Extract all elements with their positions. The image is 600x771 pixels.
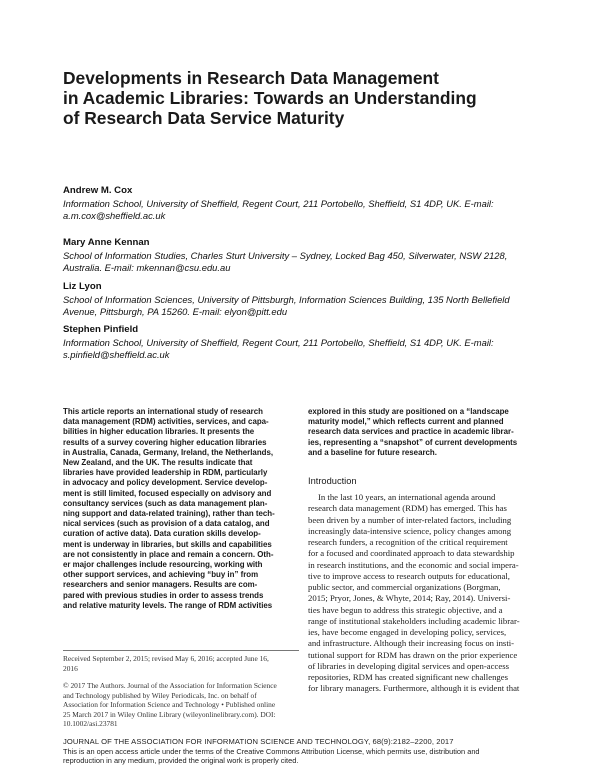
body-line: research funders, a recognition of the critical requirement [308,537,508,547]
abstract-line: other support services, and achieving “buy in” from [63,570,259,580]
author-name: Liz Lyon [63,281,102,292]
abstract-line: results of a survey covering higher education libraries [63,437,267,447]
note-line: 2016 [63,663,78,673]
affiliation-line: School of Information Studies, Charles Sturt University – Sydney, Locked Bag 450, Silverwater, NSW 2128, [63,250,508,261]
abstract-line: er major challenges include resourcing, working with [63,560,263,570]
author-name: Mary Anne Kennan [63,237,150,248]
abstract-line: ning support and data-related training), rather than tech- [63,509,275,519]
article-title [63,68,543,128]
license-line: reproduction in any medium, provided the original work is properly cited. [63,756,299,765]
affiliation-line: Information School, University of Sheffield, Regent Court, 211 Portobello, Sheffield, S1 4DP, UK. E-mail: [63,198,494,209]
author-affiliation [63,337,543,361]
abstract-continuation [308,407,544,458]
abstract-line: nical services (such as provision of a data catalog, and [63,519,270,529]
abstract-line: consultancy services (such as data management plan- [63,498,268,508]
author-affiliation [63,250,543,274]
body-line: tive to improve access to research outputs for educational, [308,570,510,581]
abstract-line: research data services and practice in academic librar- [308,427,514,437]
received-dates-note [63,654,299,673]
abstract-line: ies, representing a “snapshot” of current developments [308,437,518,447]
footnote-divider [63,650,299,651]
body-line: In the last 10 years, an international agenda around [318,492,496,502]
note-line: © 2017 The Authors. Journal of the Association for Information Science [63,681,277,690]
author-block-pinfield [63,324,543,361]
body-line: ies, have become engaged in developing policy, services, [308,627,507,637]
body-line: for library managers. Furthermore, although it is evident that [308,683,520,694]
note-line: 25 March 2017 in Wiley Online Library (wileyonlinelibrary.com). DOI: [63,709,276,719]
body-line: ties have begun to address this strategic objective, and a [308,604,503,615]
body-line: range of institutional stakeholders including academic librar- [308,615,520,626]
affiliation-line: Australia. E-mail: mkennan@csu.edu.au [63,262,231,273]
author-block-kennan [63,237,543,274]
title-line: of Research Data Service Maturity [63,108,345,128]
introduction-body [308,492,546,695]
affiliation-line: Avenue, Pittsburgh, PA 15260. E-mail: elyon@pitt.edu [63,306,288,317]
body-line: of libraries in developing digital services and open-access [308,660,509,671]
note-line: Received September 2, 2015; revised May 6, 2016; accepted June 16, [63,654,269,663]
abstract-line: explored in this study are positioned on a “landscape [308,407,509,416]
abstract-line: This article reports an international study of research [63,407,263,416]
abstract-line: are not consistently in place and remain a concern. Oth- [63,549,274,559]
abstract-line: ment is still limited, focused especially on advisory and [63,488,272,498]
author-block-lyon [63,281,543,318]
abstract-line: and a baseline for future research. [308,447,437,457]
journal-citation: JOURNAL OF THE ASSOCIATION FOR INFORMATION SCIENCE AND TECHNOLOGY, 68(9):2182–2200, 2017 [63,737,454,746]
license-statement [63,747,543,766]
body-line: in research institutions, and the economic and social impera- [308,559,519,570]
abstract-line: researchers and senior managers. Results are com- [63,580,258,590]
introduction-heading: Introduction [308,476,357,486]
affiliation-line: School of Information Sciences, University of Pittsburgh, Information Sciences Building, 135 North Bellefield [63,294,510,305]
body-line: tutional support for RDM has drawn on the prior experience [308,649,518,660]
body-line: 2015; Pryor, Jones, & Whyte, 2014; Ray, 2014). Universi- [308,593,511,604]
note-line: 10.1002/asi.23781 [63,719,118,729]
body-line: repositories, RDM has created significant new challenges [308,672,508,682]
abstract-line: curation of active data). Data curation skills develop- [63,529,261,539]
title-line: Developments in Research Data Management [63,68,439,88]
author-name: Andrew M. Cox [63,185,133,196]
note-line: and Technology published by Wiley Periodicals, Inc. on behalf of [63,690,257,700]
abstract-line: in Australia, Canada, Germany, Ireland, the Netherlands, [63,447,274,457]
abstract-line: libraries have provided leadership in RDM, particularly [63,468,268,478]
author-affiliation [63,198,543,222]
author-block-cox [63,185,543,222]
body-line: research data management (RDM) has emerged. This has [308,503,507,514]
abstract-line: data management (RDM) activities, services, and capa- [63,417,269,427]
affiliation-line: Information School, University of Sheffield, Regent Court, 211 Portobello, Sheffield, S1 4DP, UK. E-mail: [63,337,494,348]
affiliation-line: s.pinfield@sheffield.ac.uk [63,349,170,360]
license-line: This is an open access article under the terms of the Creative Commons Attribution License, which permits use, distribution and [63,746,480,756]
abstract-line: maturity model,” which reflects current and planned [308,417,504,427]
abstract [63,407,299,611]
title-line: in Academic Libraries: Towards an Understanding [63,88,477,108]
abstract-line: bilities in higher education libraries. It presents the [63,427,255,437]
affiliation-line: a.m.cox@sheffield.ac.uk [63,210,166,221]
body-line: and infrastructure. Although their increasing focus on insti- [308,638,515,649]
abstract-line: ment is underway in libraries, but skills and capabilities [63,539,272,549]
author-affiliation [63,294,543,318]
abstract-line: and relative maturity levels. The range of RDM activities [63,600,273,610]
abstract-line: pared with previous studies in order to assess trends [63,590,264,600]
page-footer [63,737,543,766]
body-line: public sector, and commercial organizations (Borgman, [308,582,501,592]
author-name: Stephen Pinfield [63,324,139,335]
note-line: Association for Information Science and Technology • Published online [63,700,276,710]
body-line: for a focused and coordinated approach to data stewardship [308,548,515,559]
abstract-line: New Zealand, and the UK. The results indicate that [63,458,253,468]
abstract-line: in advocacy and policy development. Service develop- [63,478,268,488]
body-line: been driven by a number of inter-related factors, including [308,514,512,525]
body-line: increasingly data-intensive science, policy changes among [308,525,512,536]
copyright-note [63,681,299,729]
